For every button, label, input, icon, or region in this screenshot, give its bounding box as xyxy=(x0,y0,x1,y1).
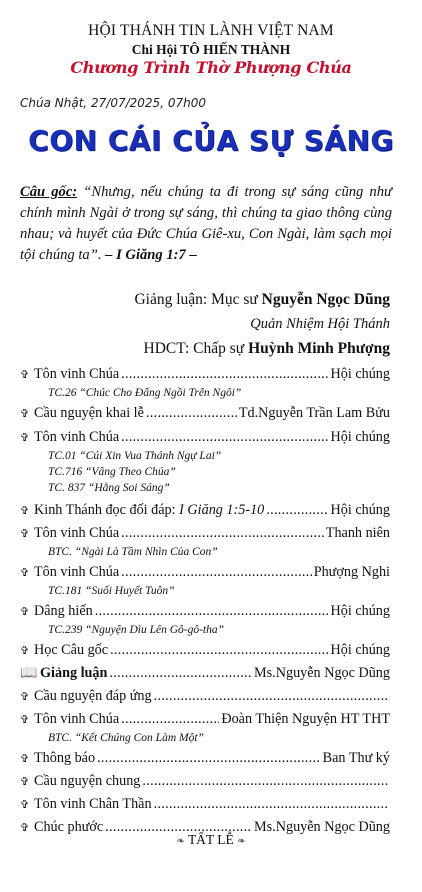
cross-icon: ✞ xyxy=(20,691,30,703)
order-item-leader: Ms.Nguyễn Ngọc Dũng xyxy=(254,819,390,835)
closing-right-ornament-icon: ❧ xyxy=(237,836,246,847)
hymn-reference: BTC. “Kết Chúng Con Làm Một” xyxy=(48,732,204,744)
closing-left-ornament-icon: ❧ xyxy=(176,836,185,847)
dot-leader xyxy=(97,750,321,767)
closing-text: TẤT LỄ xyxy=(187,832,234,847)
order-item-label-text: Tôn vinh Chúa xyxy=(34,711,120,727)
order-item xyxy=(20,688,390,707)
hdct-name: Huỳnh Minh Phượng xyxy=(248,340,390,357)
preacher-prefix: Giảng luận: Mục sư xyxy=(134,291,262,308)
order-item-label-text: Cầu nguyện đáp ứng xyxy=(34,688,152,704)
preacher-name: Nguyễn Ngọc Dũng xyxy=(261,291,390,308)
key-verse-text: “Nhưng, nếu chúng ta đi trong sự sáng cũng như chính mình Ngài ở trong sự sáng, thì chúng ta giao thông cùng nhau; và huyết của Đức Chúa Giê-xu, Con Ngài, làm sạch mọi tội chúng ta”. xyxy=(20,184,392,263)
hymn-reference: TC. 837 “Hằng Soi Sáng” xyxy=(48,482,170,494)
cross-icon: ✞ xyxy=(20,645,30,657)
order-item-label xyxy=(34,405,144,422)
dot-leader xyxy=(142,773,388,790)
hdct-prefix: HDCT: Chấp sự xyxy=(143,340,249,357)
cross-icon: ✞ xyxy=(20,567,30,579)
order-item-label xyxy=(34,773,140,790)
branch-name: Chi Hội TÔ HIẾN THÀNH xyxy=(131,42,291,57)
key-verse xyxy=(20,182,392,266)
dot-leader xyxy=(95,603,329,620)
hymn-reference: BTC. “Ngài Là Tầm Nhìn Của Con” xyxy=(48,546,218,558)
order-item-leader: Ms.Nguyễn Ngọc Dũng xyxy=(254,665,390,681)
order-item-leader: Hội chúng xyxy=(330,366,390,382)
dot-leader xyxy=(109,665,252,682)
sermon-title: CON CÁI CỦA SỰ SÁNG xyxy=(28,124,394,157)
key-verse-reference: – I Giăng 1:7 – xyxy=(105,247,197,263)
order-item-label-text: Học Câu gốc xyxy=(34,642,109,658)
order-item-leader: Phượng Nghi xyxy=(313,564,390,580)
order-item-leader: Td.Nguyễn Trần Lam Bửu xyxy=(238,405,390,421)
hymn-reference: TC.716 “Vâng Theo Chúa” xyxy=(48,466,176,478)
order-item xyxy=(20,502,390,521)
order-item-label-text: Cầu nguyện khai lễ xyxy=(34,405,144,421)
cross-icon: ✞ xyxy=(20,776,30,788)
order-of-service xyxy=(20,366,390,838)
order-item xyxy=(20,773,390,792)
cross-icon: ✞ xyxy=(20,432,30,444)
order-item xyxy=(20,796,390,815)
order-item-label xyxy=(34,603,93,620)
dot-leader xyxy=(266,502,328,519)
key-verse-label: Câu gốc: xyxy=(20,184,78,200)
order-item-label xyxy=(34,688,152,705)
cross-icon: ✞ xyxy=(20,408,30,420)
dot-leader xyxy=(121,711,219,728)
order-item-leader: Thanh niên xyxy=(325,525,390,541)
order-item-label-text: Tôn vinh Chúa xyxy=(34,525,120,541)
order-item-label-text: Tôn vinh Chúa xyxy=(34,564,120,580)
service-date: Chúa Nhật, 27/07/2025, 07h00 xyxy=(20,96,206,110)
cross-icon: ✞ xyxy=(20,822,30,834)
order-item xyxy=(20,405,390,424)
order-item-leader: Đoàn Thiện Nguyện HT THT xyxy=(221,711,390,727)
order-item-label-text: Kinh Thánh đọc đối đáp: xyxy=(34,502,176,518)
program-heading: Chương Trình Thờ Phượng Chúa xyxy=(70,58,352,77)
dot-leader xyxy=(121,366,328,383)
order-item-label-text: Tôn vinh Chúa xyxy=(34,366,120,382)
order-item xyxy=(20,665,390,684)
preacher-line xyxy=(134,291,390,309)
church-name: HỘI THÁNH TIN LÀNH VIỆT NAM xyxy=(88,22,334,39)
preacher-role: Quản Nhiệm Hội Thánh xyxy=(250,316,390,332)
dot-leader xyxy=(154,796,388,813)
order-item-label xyxy=(34,642,108,659)
order-item-leader: Hội chúng xyxy=(330,642,390,658)
order-item xyxy=(20,711,390,730)
closing-line xyxy=(0,832,422,848)
order-item-label xyxy=(40,665,107,682)
cross-icon: ✞ xyxy=(20,606,30,618)
order-item-label xyxy=(34,525,119,542)
order-item xyxy=(20,603,390,622)
cross-icon: ✞ xyxy=(20,528,30,540)
order-item-label-text: Giảng luận xyxy=(40,665,108,681)
dot-leader xyxy=(154,688,388,705)
order-item xyxy=(20,366,390,385)
order-item xyxy=(20,750,390,769)
order-item-leader: Hội chúng xyxy=(330,429,390,445)
cross-icon: ✞ xyxy=(20,714,30,726)
order-item xyxy=(20,525,390,544)
order-item-label-text: Dâng hiến xyxy=(34,603,93,619)
order-item xyxy=(20,429,390,448)
hymn-reference: TC.26 “Chúc Cho Đấng Ngồi Trên Ngôi” xyxy=(48,387,242,399)
order-item-label-text: Thông báo xyxy=(34,750,96,766)
hymn-reference: TC.239 “Nguyện Dìu Lên Gô-gô-tha” xyxy=(48,624,225,636)
order-item-label xyxy=(34,564,119,581)
cross-icon: ✞ xyxy=(20,505,30,517)
order-item-label xyxy=(34,429,119,446)
hdct-line xyxy=(144,340,390,358)
order-item-leader: Ban Thư ký xyxy=(322,750,390,766)
dot-leader xyxy=(146,405,237,422)
dot-leader xyxy=(121,564,312,581)
order-item-leader: Hội chúng xyxy=(330,603,390,619)
cross-icon: ✞ xyxy=(20,799,30,811)
order-item xyxy=(20,642,390,661)
order-item-label xyxy=(34,502,264,519)
hymn-reference: TC.01 “Cúi Xin Vua Thánh Ngự Lai” xyxy=(48,450,222,462)
hymn-reference: TC.181 “Suối Huyết Tuôn” xyxy=(48,585,175,597)
order-item-label xyxy=(34,796,152,813)
book-icon: 📖 xyxy=(20,666,38,681)
order-item-label-text: Cầu nguyện chung xyxy=(34,773,141,789)
cross-icon: ✞ xyxy=(20,753,30,765)
order-item-label-text: Tôn vinh Chúa xyxy=(34,429,120,445)
cross-icon: ✞ xyxy=(20,369,30,381)
order-item-label-text: Tôn vinh Chân Thần xyxy=(34,796,152,812)
order-item-label xyxy=(34,366,119,383)
order-item-label-text: Chúc phước xyxy=(34,819,104,835)
dot-leader xyxy=(121,429,328,446)
order-item-label xyxy=(34,711,119,728)
order-item xyxy=(20,564,390,583)
order-item-reference: I Giăng 1:5-10 xyxy=(179,502,265,518)
order-item-label xyxy=(34,750,95,767)
order-item-leader: Hội chúng xyxy=(330,502,390,518)
dot-leader xyxy=(110,642,328,659)
dot-leader xyxy=(121,525,324,542)
